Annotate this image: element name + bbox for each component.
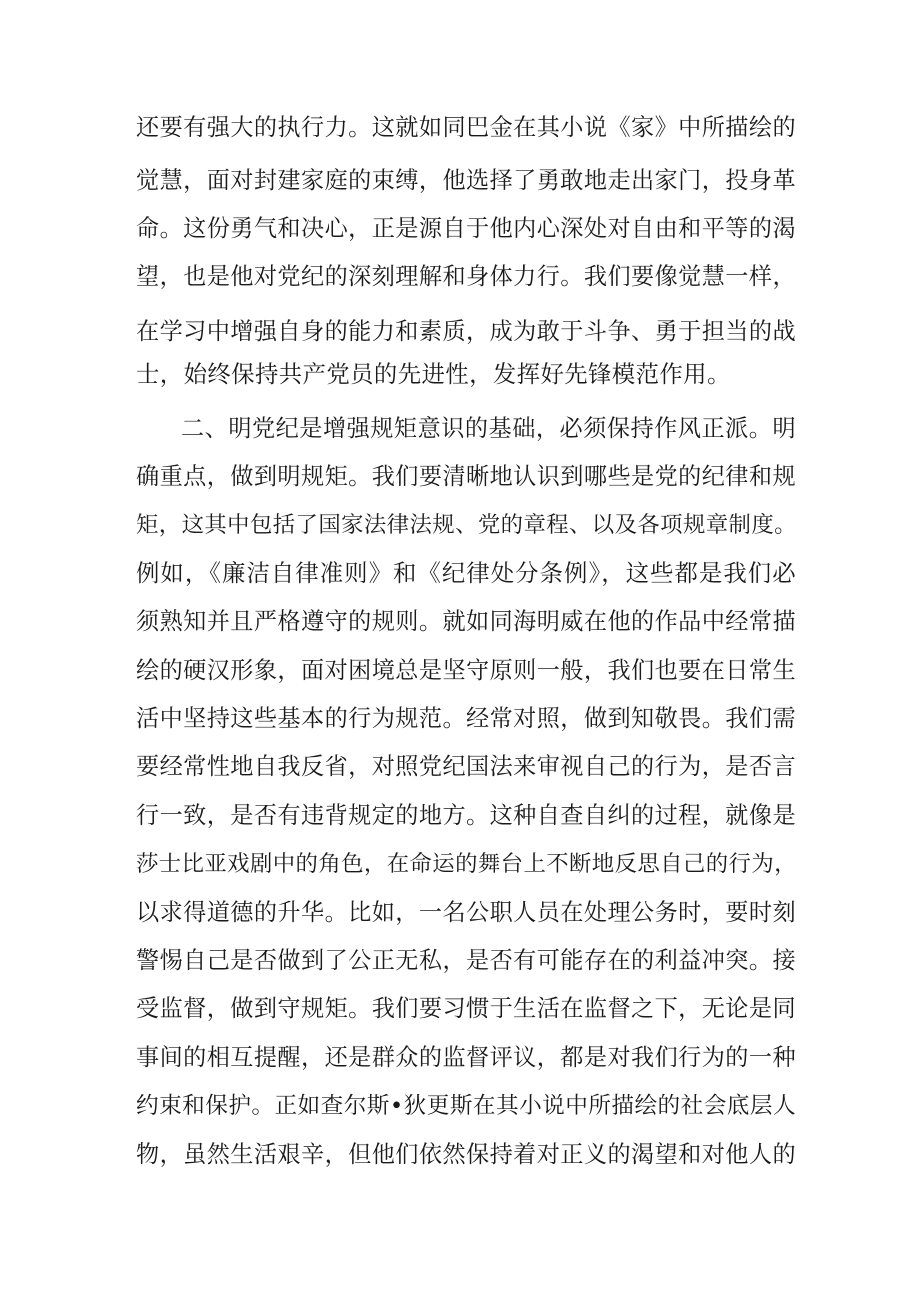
text-line: 望，也是他对党纪的深刻理解和身体力行。我们要像觉慧一样， [136, 264, 796, 290]
text-line: 活中坚持这些基本的行为规范。经常对照，做到知敬畏。我们需 [136, 706, 796, 732]
text-line: 还要有强大的执行力。这就如同巴金在其小说《家》中所描绘的 [136, 115, 796, 141]
text-line: 莎士比亚戏剧中的角色，在命运的舞台上不断地反思自己的行为， [136, 851, 797, 877]
text-line: 须熟知并且严格遵守的规则。就如同海明威在他的作品中经常描 [136, 609, 796, 635]
text-line: 警惕自己是否做到了公正无私，是否有可能存在的利益冲突。接 [136, 948, 796, 974]
text-line: 以求得道德的升华。比如，一名公职人员在处理公务时，要时刻 [136, 900, 796, 926]
text-line: 矩，这其中包括了国家法律法规、党的章程、以及各项规章制度。 [136, 512, 797, 538]
text-line: 在学习中增强自身的能力和素质，成为敢于斗争、勇于担当的战 [136, 319, 796, 345]
text-line: 约束和保护。正如查尔斯•狄更斯在其小说中所描绘的社会底层人 [136, 1093, 796, 1119]
text-line: 例如，《廉洁自律准则》和《纪律处分条例》，这些都是我们必 [136, 559, 796, 587]
text-line: 事间的相互提醒，还是群众的监督评议，都是对我们行为的一种 [136, 1045, 796, 1071]
text-line: 命。这份勇气和决心，正是源自于他内心深处对自由和平等的渴 [136, 216, 796, 242]
text-line: 士，始终保持共产党员的先进性，发挥好先锋模范作用。 [136, 360, 731, 388]
text-line: 行一致，是否有违背规定的地方。这种自查自纠的过程，就像是 [136, 803, 796, 829]
text-line: 受监督，做到守规矩。我们要习惯于生活在监督之下，无论是同 [136, 996, 796, 1022]
text-line: 物，虽然生活艰辛，但他们依然保持着对正义的渴望和对他人的 [136, 1142, 796, 1168]
text-line: 绘的硬汉形象，面对困境总是坚守原则一般，我们也要在日常生 [136, 658, 796, 684]
text-line: 要经常性地自我反省，对照党纪国法来审视自己的行为，是否言 [136, 754, 796, 780]
text-line: 确重点，做到明规矩。我们要清晰地认识到哪些是党的纪律和规 [136, 464, 796, 490]
text-line: 觉慧，面对封建家庭的束缚，他选择了勇敢地走出家门，投身革 [136, 168, 796, 194]
paragraph-heading-line: 二、明党纪是增强规矩意识的基础，必须保持作风正派。明 [181, 416, 796, 442]
